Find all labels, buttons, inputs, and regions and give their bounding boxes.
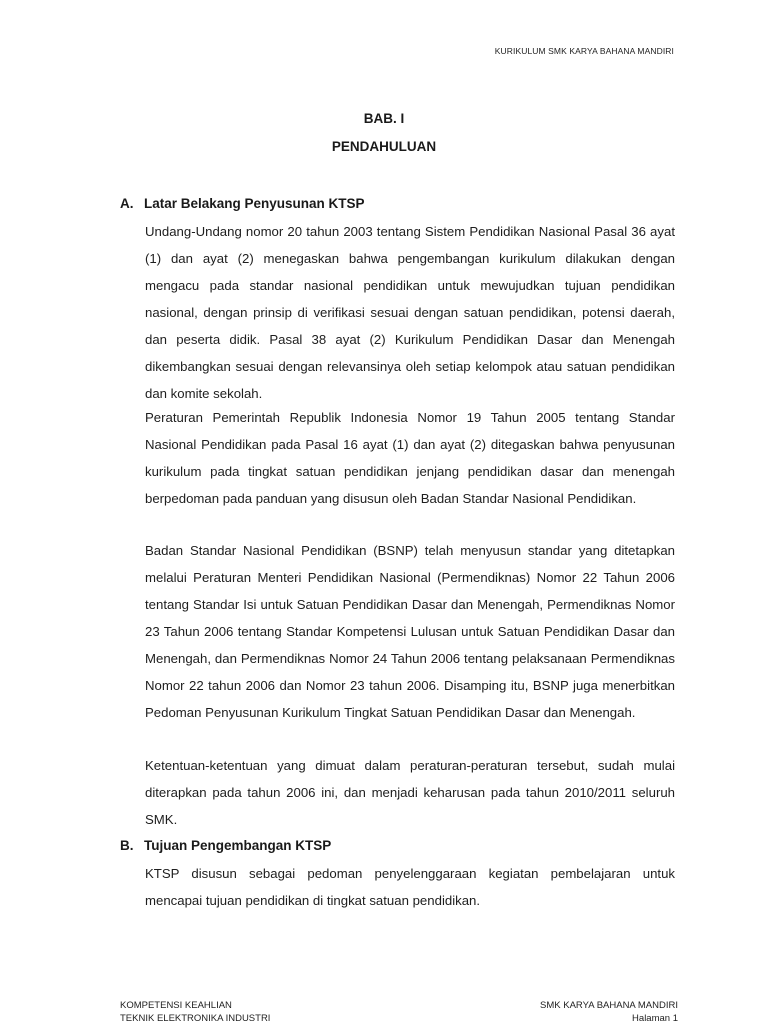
footer-school-name: SMK KARYA BAHANA MANDIRI: [540, 1000, 678, 1011]
section-a-paragraph-1: Undang-Undang nomor 20 tahun 2003 tentang Sistem Pendidikan Nasional Pasal 36 ayat (1) dan ayat (2) menegaskan bahwa pengembangan kurikulum dilakukan dengan mengacu pada standar nasional pendidikan untuk mewujudkan tujuan pendidikan nasional, dengan prinsip di verifikasi sesuai dengan satuan pendidikan, potensi daerah, dan peserta didik. Pasal 38 ayat (2) Kurikulum Pendidikan Dasar dan Menengah dikembangkan sesuai dengan relevansinya oleh setiap kelompok atau satuan pendidikan dan komite sekolah.: [145, 224, 675, 401]
footer-left: [120, 999, 270, 1025]
section-a-heading: [120, 196, 365, 211]
chapter-number: BAB. I: [363, 111, 405, 126]
section-b-heading: [120, 838, 331, 853]
section-a-paragraph-3: Badan Standar Nasional Pendidikan (BSNP) telah menyusun standar yang ditetapkan melalui Peraturan Menteri Pendidikan Nasional (Permendiknas) Nomor 22 Tahun 2006 tentang Standar Isi untuk Satuan Pendidikan Dasar dan Menengah, Permendiknas Nomor 23 Tahun 2006 tentang Standar Kompetensi Lulusan untuk Satuan Pendidikan Dasar dan Menengah, dan Permendiknas Nomor 24 Tahun 2006 tentang pelaksanaan Permendiknas Nomor 22 tahun 2006 dan Nomor 23 tahun 2006. Disamping itu, BSNP juga menerbitkan Pedoman Penyusunan Kurikulum Tingkat Satuan Pendidikan Dasar dan Menengah.: [145, 543, 675, 720]
section-a-letter: A.: [120, 196, 134, 211]
section-a-paragraph-2: Peraturan Pemerintah Republik Indonesia Nomor 19 Tahun 2005 tentang Standar Nasional Pendidikan pada Pasal 16 ayat (1) dan ayat (2) ditegaskan bahwa penyusunan kurikulum pada tingkat satuan pendidikan jenjang pendidikan dasar dan menengah berpedoman pada panduan yang disusun oleh Badan Standar Nasional Pendidikan.: [145, 410, 675, 506]
footer-right: [540, 999, 678, 1025]
footer-competency-name: TEKNIK ELEKTRONIKA INDUSTRI: [120, 1013, 271, 1024]
section-a-paragraph-4: Ketentuan-ketentuan yang dimuat dalam peraturan-peraturan tersebut, sudah mulai diterapkan pada tahun 2006 ini, dan menjadi keharusan pada tahun 2010/2011 seluruh SMK.: [145, 758, 675, 827]
footer-competency-label: KOMPETENSI KEAHLIAN: [120, 1000, 232, 1011]
section-b-title: Tujuan Pengembangan KTSP: [144, 838, 332, 853]
chapter-title: PENDAHULUAN: [331, 139, 437, 154]
footer-page-number: Halaman 1: [632, 1013, 678, 1024]
running-header: KURIKULUM SMK KARYA BAHANA MANDIRI: [494, 46, 674, 56]
section-b-letter: B.: [120, 838, 134, 853]
section-a-title: Latar Belakang Penyusunan KTSP: [144, 196, 365, 211]
section-b-paragraph-1: KTSP disusun sebagai pedoman penyelenggaraan kegiatan pembelajaran untuk mencapai tujuan pendidikan di tingkat satuan pendidikan.: [145, 866, 675, 908]
